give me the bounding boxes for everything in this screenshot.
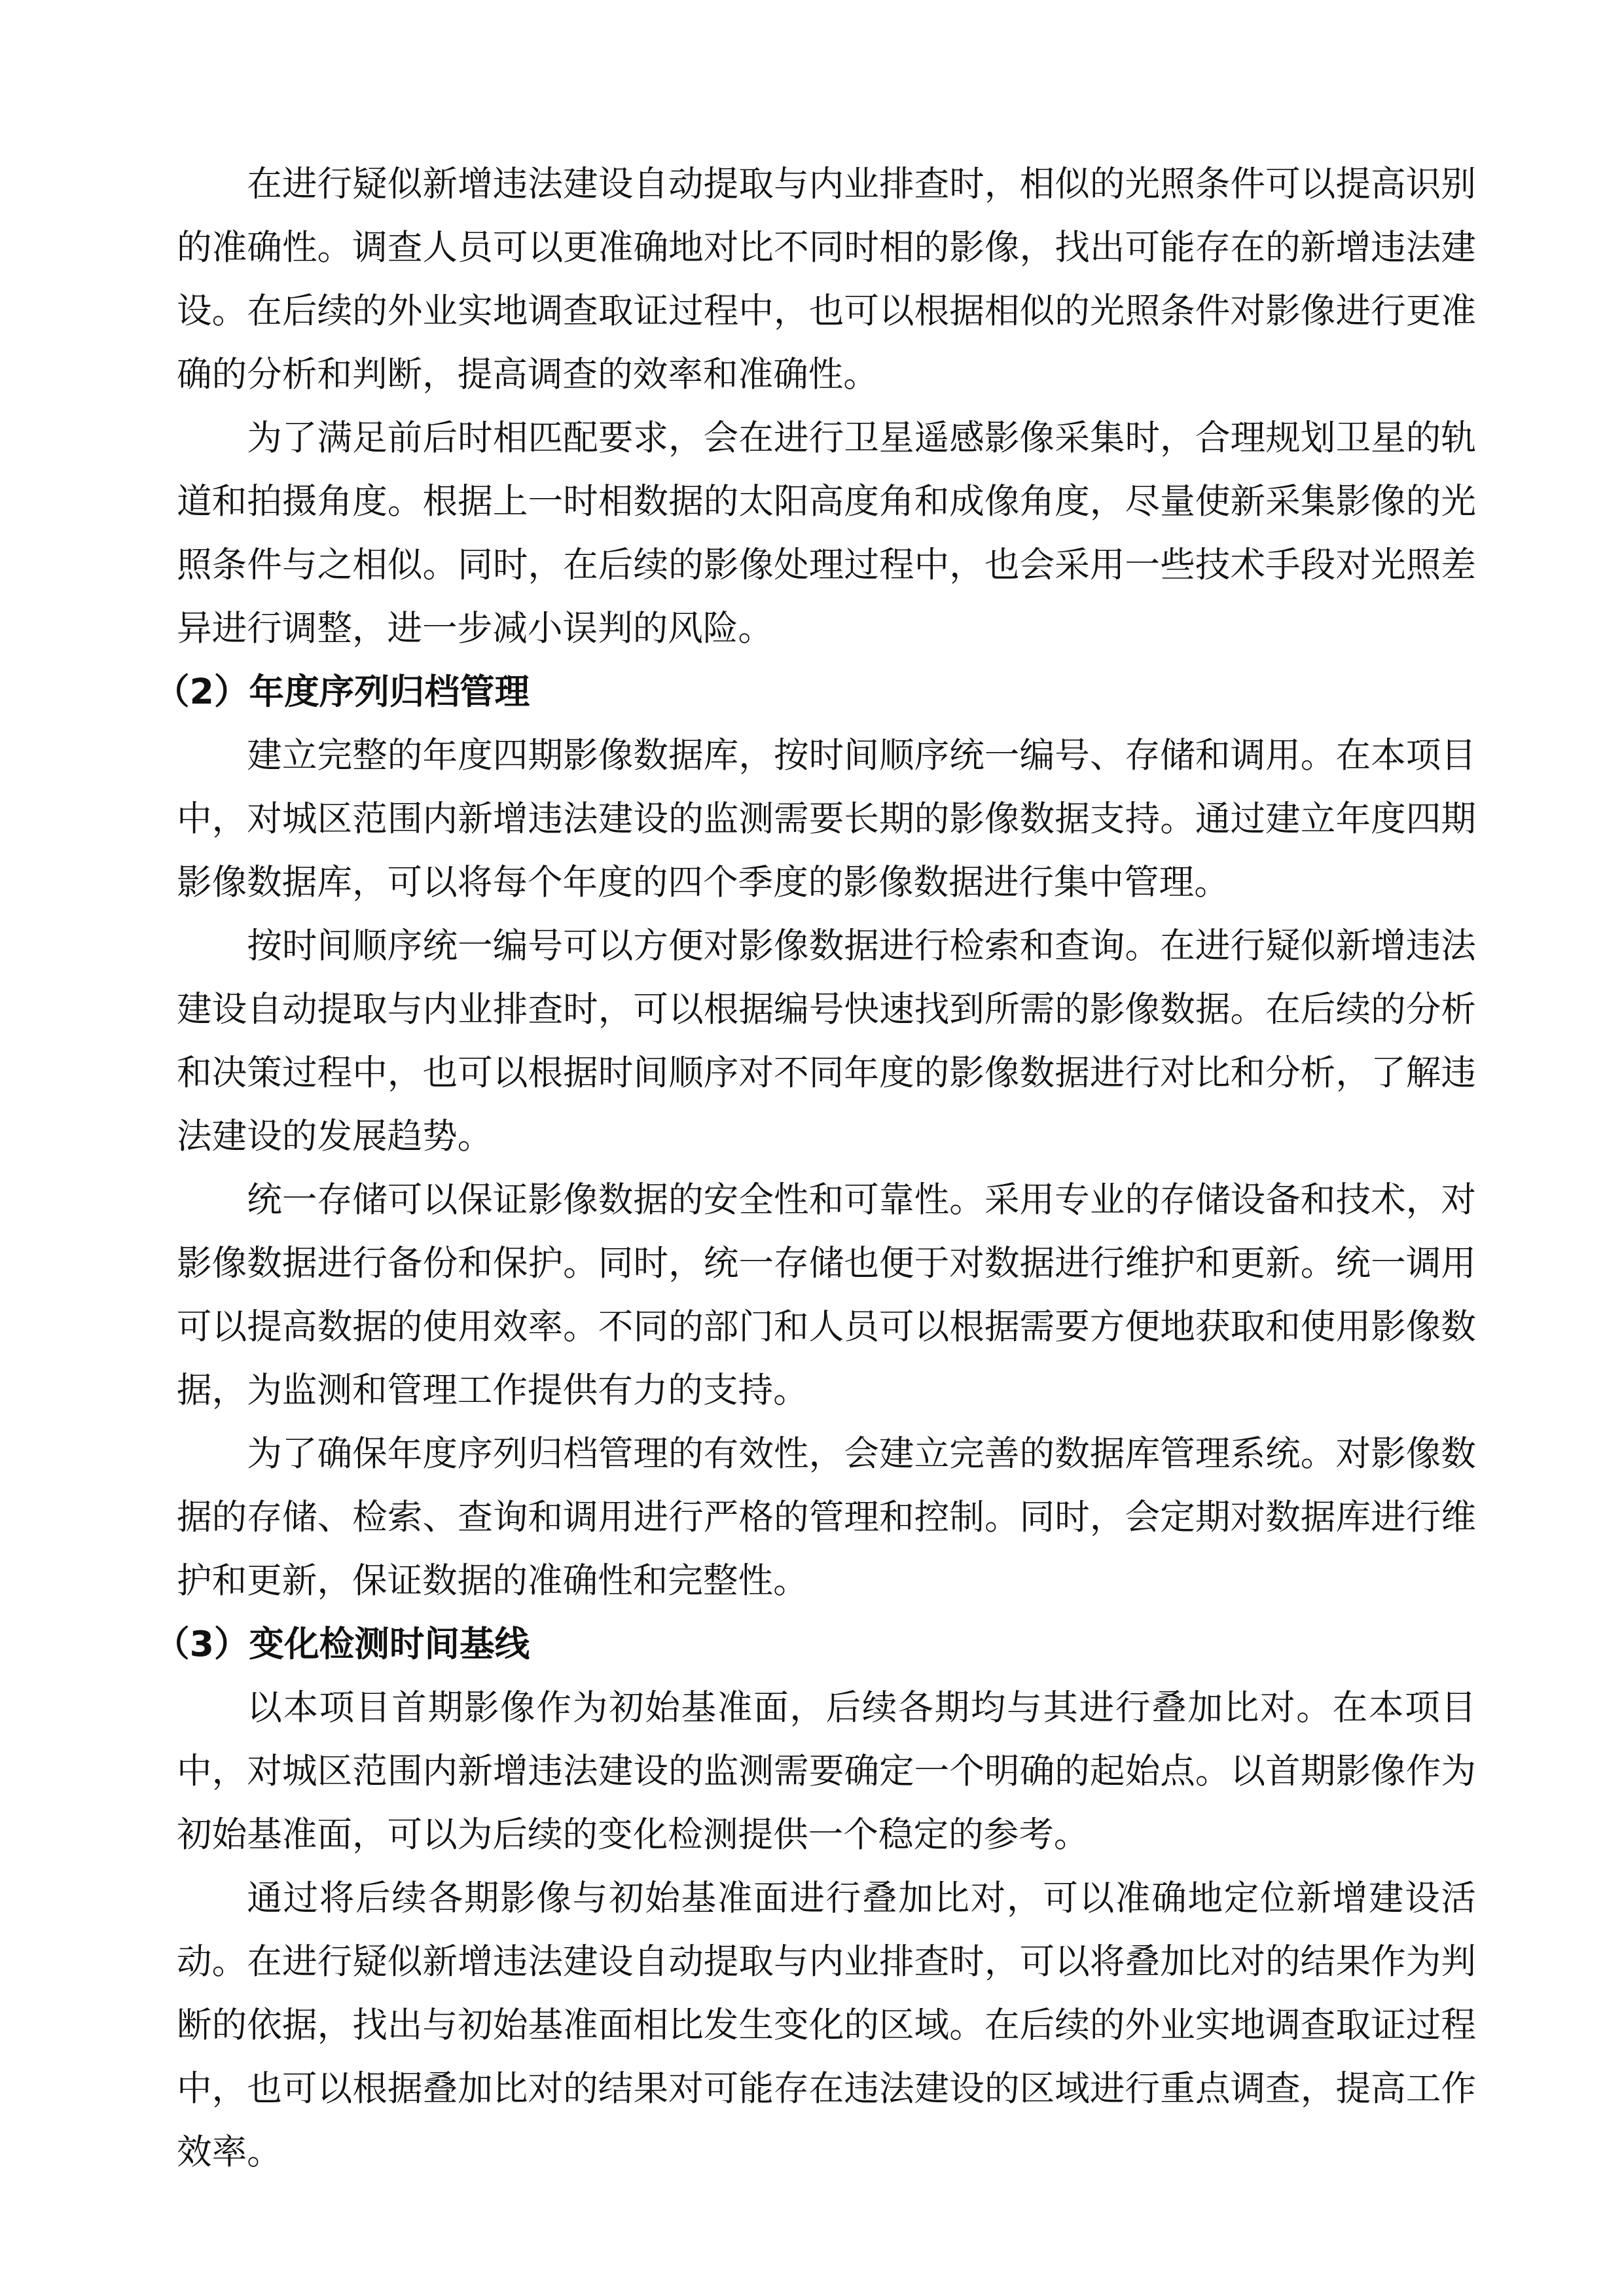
paragraph: 通过将后续各期影像与初始基准面进行叠加比对，可以准确地定位新增建设活动。在进行疑似新增违法建设自动提取与内业排查时，可以将叠加比对的结果作为判断的依据，找出与初始基准面相比发生变化的区域。在后续的外业实地调查取证过程中，也可以根据叠加比对的结果对可能存在违法建设的区域进行重点调查，提高工作效率。 — [177, 1877, 1476, 2172]
document-body — [154, 152, 1476, 2183]
paragraph: 在进行疑似新增违法建设自动提取与内业排查时，相似的光照条件可以提高识别的准确性。调查人员可以更准确地对比不同时相的影像，找出可能存在的新增违法建设。在后续的外业实地调查取证过程中，也可以根据相似的光照条件对影像进行更准确的分析和判断，提高调查的效率和准确性。 — [177, 163, 1476, 395]
paragraph: 建立完整的年度四期影像数据库，按时间顺序统一编号、存储和调用。在本项目中，对城区范围内新增违法建设的监测需要长期的影像数据支持。通过建立年度四期影像数据库，可以将每个年度的四个季度的影像数据进行集中管理。 — [177, 734, 1476, 903]
paragraph: 按时间顺序统一编号可以方便对影像数据进行检索和查询。在进行疑似新增违法建设自动提取与内业排查时，可以根据编号快速找到所需的影像数据。在后续的分析和决策过程中，也可以根据时间顺序对不同年度的影像数据进行对比和分析，了解违法建设的发展趋势。 — [177, 925, 1476, 1157]
paragraph: 为了满足前后时相匹配要求，会在进行卫星遥感影像采集时，合理规划卫星的轨道和拍摄角度。根据上一时相数据的太阳高度角和成像角度，尽量使新采集影像的光照条件与之相似。同时，在后续的影像处理过程中，也会采用一些技术手段对光照差异进行调整，进一步减小误判的风险。 — [177, 417, 1476, 649]
paragraph: 统一存储可以保证影像数据的安全性和可靠性。采用专业的存储设备和技术，对影像数据进行备份和保护。同时，统一存储也便于对数据进行维护和更新。统一调用可以提高数据的使用效率。不同的部门和人员可以根据需要方便地获取和使用影像数据，为监测和管理工作提供有力的支持。 — [177, 1179, 1476, 1410]
paragraph: 为了确保年度序列归档管理的有效性，会建立完善的数据库管理系统。对影像数据的存储、检索、查询和调用进行严格的管理和控制。同时，会定期对数据库进行维护和更新，保证数据的准确性和完整性。 — [177, 1433, 1476, 1601]
paragraph: 以本项目首期影像作为初始基准面，后续各期均与其进行叠加比对。在本项目中，对城区范围内新增违法建设的监测需要确定一个明确的起始点。以首期影像作为初始基准面，可以为后续的变化检测提供一个稳定的参考。 — [177, 1687, 1476, 1855]
section-heading: （3）变化检测时间基线 — [154, 1623, 530, 1664]
section-heading: （2）年度序列归档管理 — [154, 671, 530, 712]
